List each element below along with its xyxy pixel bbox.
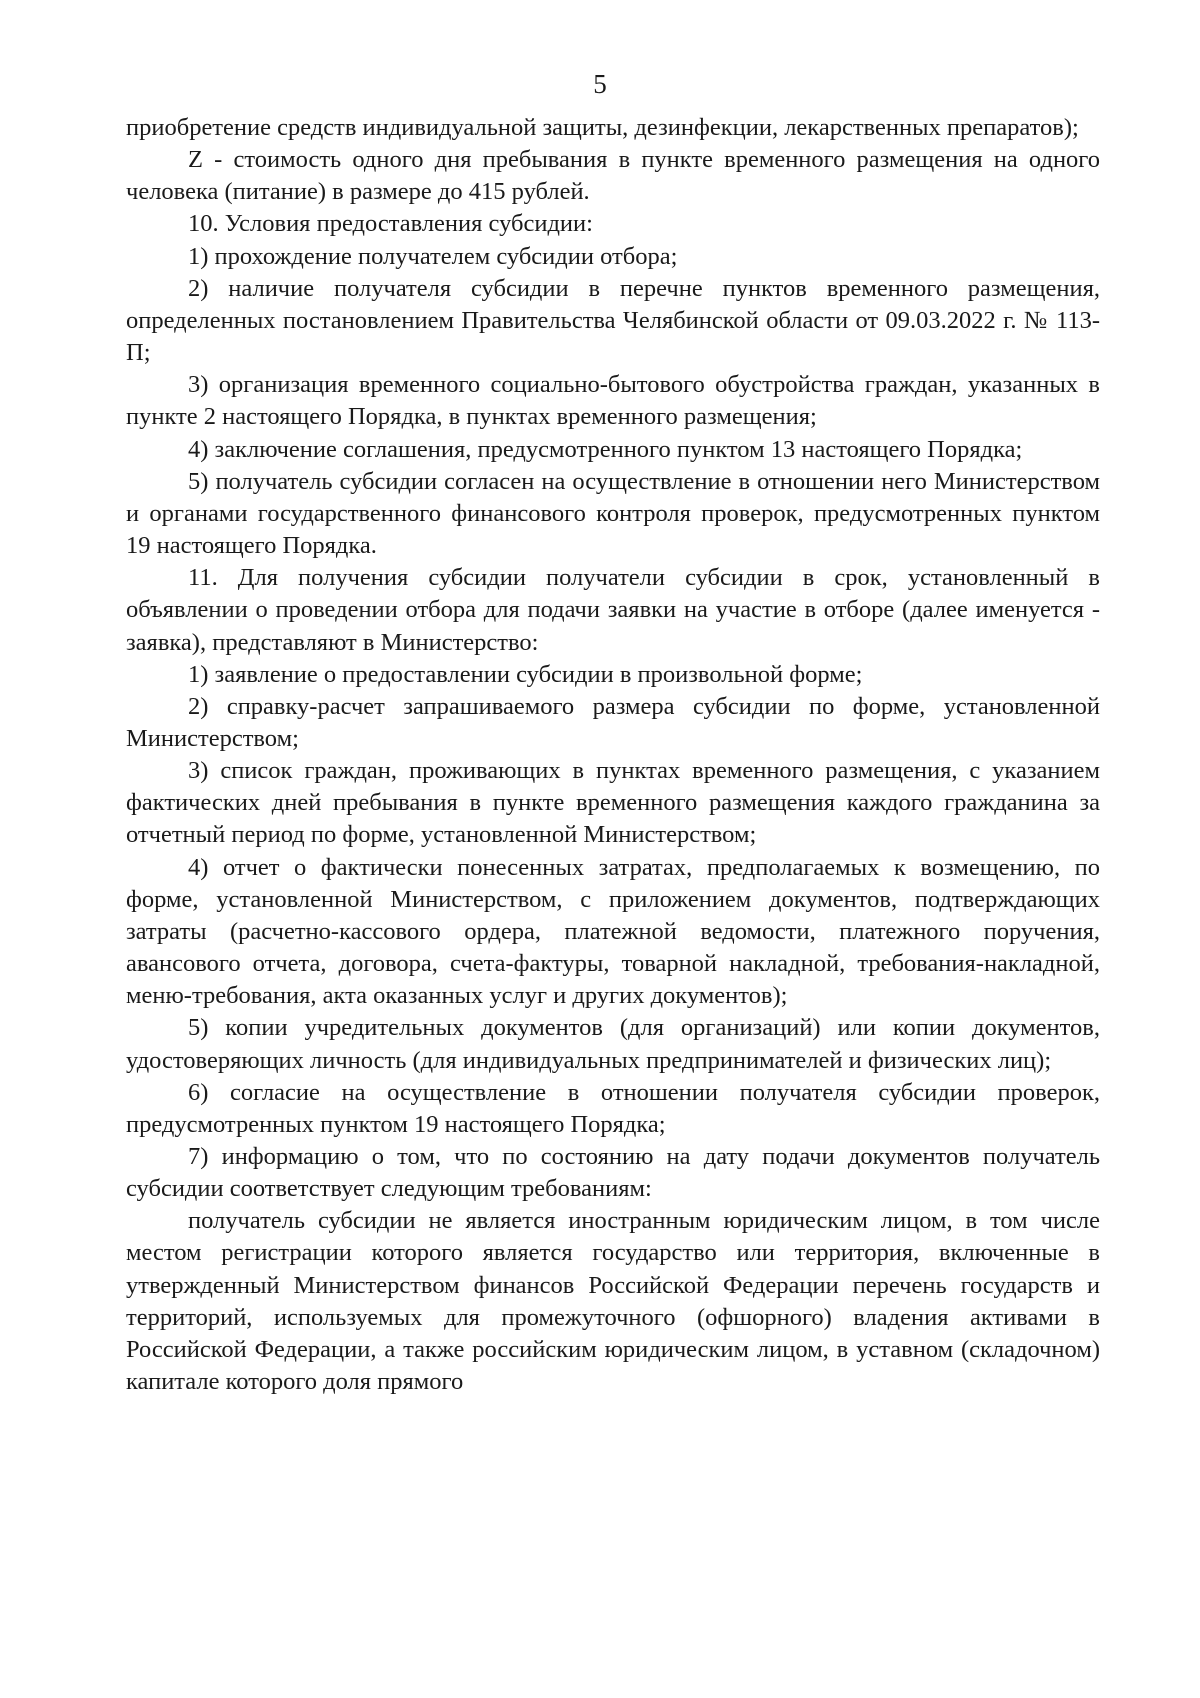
document-body <box>126 112 1100 1398</box>
paragraph: 11. Для получения субсидии получатели субсидии в срок, установленный в объявлении о проведении отбора для подачи заявки на участие в отборе (далее именуется - заявка), представляют в Министерство: <box>126 564 1100 656</box>
paragraph: 2) наличие получателя субсидии в перечне пунктов временного размещения, определенных постановлением Правительства Челябинской области от 09.03.2022 г. № 113-П; <box>126 274 1100 367</box>
paragraph: 3) список граждан, проживающих в пунктах временного размещения, с указанием фактических дней пребывания в пункте временного размещения каждого гражданина за отчетный период по форме, установленной Министерством; <box>126 757 1100 849</box>
paragraph: 3) организация временного социально-бытового обустройства граждан, указанных в пункте 2 настоящего Порядка, в пунктах временного размещения; <box>126 371 1100 431</box>
paragraph: 5) копии учредительных документов (для организаций) или копии документов, удостоверяющих личность (для индивидуальных предпринимателей и физических лиц); <box>126 1014 1100 1074</box>
paragraph: 1) прохождение получателем субсидии отбора; <box>188 242 678 270</box>
paragraph: 2) справку-расчет запрашиваемого размера субсидии по форме, установленной Министерством; <box>126 692 1100 752</box>
page-number: 5 <box>593 69 607 99</box>
paragraph: приобретение средств индивидуальной защиты, дезинфекции, лекарственных препаратов); <box>126 114 1079 141</box>
paragraph: 4) заключение соглашения, предусмотренного пунктом 13 настоящего Порядка; <box>188 435 1023 463</box>
paragraph: 1) заявление о предоставлении субсидии в произвольной форме; <box>188 660 863 688</box>
paragraph: получатель субсидии не является иностранным юридическим лицом, в том числе местом регистрации которого является государство или территория, включенные в утвержденный Министерством финансов Российской Федерации перечень государств и территорий, используемых для промежуточного (офшорного) владения активами в Российской Федерации, а также российским юридическим лицом, в уставном (складочном) капитале которого доля прямого <box>126 1207 1100 1396</box>
paragraph: Z - стоимость одного дня пребывания в пункте временного размещения на одного человека (питание) в размере до 415 рублей. <box>126 146 1100 206</box>
paragraph: 6) согласие на осуществление в отношении получателя субсидии проверок, предусмотренных пунктом 19 настоящего Порядка; <box>126 1078 1100 1138</box>
paragraph: 10. Условия предоставления субсидии: <box>188 210 593 238</box>
paragraph: 5) получатель субсидии согласен на осуществление в отношении него Министерством и органами государственного финансового контроля проверок, предусмотренных пунктом 19 настоящего Порядка. <box>126 467 1100 560</box>
paragraph: 7) информацию о том, что по состоянию на дату подачи документов получатель субсидии соответствует следующим требованиям: <box>126 1143 1100 1203</box>
paragraph: 4) отчет о фактически понесенных затратах, предполагаемых к возмещению, по форме, установленной Министерством, с приложением документов, подтверждающих затраты (расчетно-кассового ордера, платежной ведомости, платежного поручения, авансового отчета, договора, счета-фактуры, товарной накладной, требования-накладной, меню-требования, акта оказанных услуг и других документов); <box>126 853 1100 1010</box>
